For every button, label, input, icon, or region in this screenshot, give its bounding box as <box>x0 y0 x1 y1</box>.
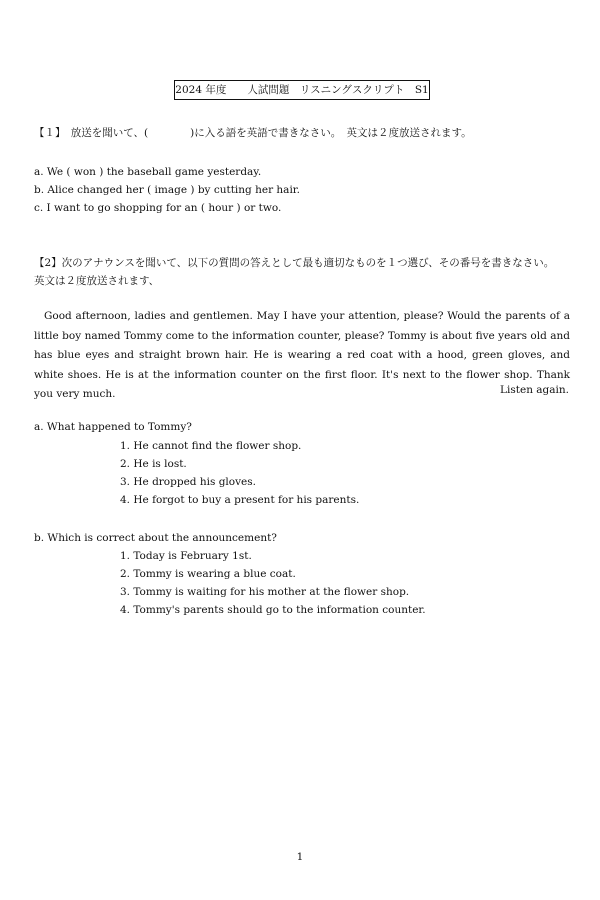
option-item: 1. Today is February 1st. <box>120 550 252 562</box>
section1-instruction: 【１】 放送を聞いて、( )に入る語を英語で書きなさい。 英文は２度放送されます。 <box>34 127 472 139</box>
page-number: 1 <box>296 851 304 863</box>
option-item: 3. He dropped his gloves. <box>120 476 256 488</box>
option-item: 3. Tommy is waiting for his mother at the flower shop. <box>120 586 410 598</box>
option-item: 2. He is lost. <box>120 458 187 470</box>
page-title: 2024 年度 人試問題 リスニングスクリプト S1 <box>174 80 430 100</box>
passage-text: Good afternoon, ladies and gentlemen. May I have your attention, please? Would the parents of a little boy named Tommy come to the information counter, please? Tommy is about five years old and has blue eyes and straight brown hair. He is wearing a red coat with a hood, green gloves, and white shoes. He is at the information counter on the first floor. It's next to the flower shop. Thank you very much. <box>34 310 570 400</box>
option-item: 1. He cannot find the flower shop. <box>120 440 302 452</box>
section2-instruction-line2: 英文は２度放送されます、 <box>34 275 160 287</box>
section1-item-c: c. I want to go shopping for an ( hour ) or two. <box>34 202 282 214</box>
section2-instruction-line1: 【2】次のアナウンスを聞いて、以下の質問の答えとして最も適切なものを１つ選び、その番号を書きなさい。 <box>34 257 555 269</box>
option-item: 4. He forgot to buy a present for his parents. <box>120 494 360 506</box>
option-item: 2. Tommy is wearing a blue coat. <box>120 568 296 580</box>
question-b-prompt: b. Which is correct about the announcement? <box>34 532 277 544</box>
section1-item-a: a. We ( won ) the baseball game yesterday. <box>34 166 262 178</box>
question-a-options <box>120 437 359 509</box>
question-a-prompt: a. What happened to Tommy? <box>34 421 192 433</box>
question-b-options <box>120 547 426 619</box>
announcement-passage <box>34 307 570 405</box>
listen-again-note: Listen again. <box>500 384 569 396</box>
section1-item-b: b. Alice changed her ( image ) by cutting her hair. <box>34 184 301 196</box>
option-item: 4. Tommy's parents should go to the information counter. <box>120 604 426 616</box>
